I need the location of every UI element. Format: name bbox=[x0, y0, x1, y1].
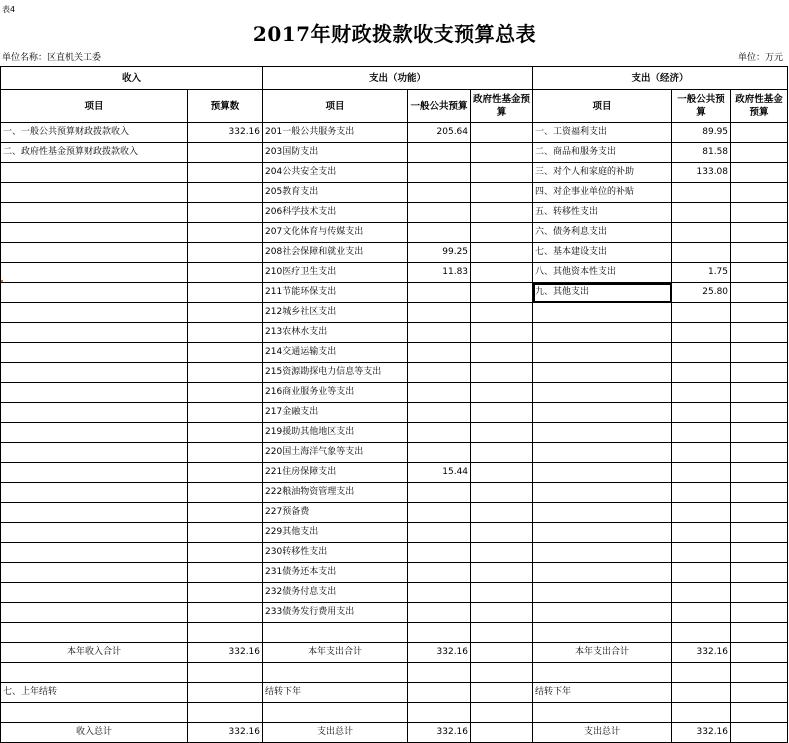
income-budget-cell[interactable] bbox=[188, 243, 263, 263]
func-fund-cell[interactable] bbox=[471, 603, 533, 623]
econ-fund-cell[interactable] bbox=[731, 163, 788, 183]
func-item-cell[interactable]: 229其他支出 bbox=[263, 523, 408, 543]
income-budget-cell[interactable] bbox=[188, 403, 263, 423]
func-item-cell[interactable]: 213农林水支出 bbox=[263, 323, 408, 343]
func-total-label[interactable]: 本年支出合计 bbox=[263, 643, 408, 663]
econ-general-cell[interactable] bbox=[672, 603, 731, 623]
econ-general-cell[interactable] bbox=[672, 183, 731, 203]
table-row bbox=[1, 283, 788, 303]
econ-general-cell[interactable] bbox=[672, 463, 731, 483]
econ-fund-cell[interactable] bbox=[731, 463, 788, 483]
header-row-columns bbox=[1, 90, 788, 123]
func-general-cell[interactable] bbox=[408, 423, 471, 443]
expend-func-group-header: 支出（功能） bbox=[263, 67, 533, 90]
econ-item-cell[interactable] bbox=[533, 623, 672, 643]
income-budget-cell[interactable] bbox=[188, 563, 263, 583]
econ-fund-cell[interactable] bbox=[731, 323, 788, 343]
income-budget-cell[interactable] bbox=[188, 343, 263, 363]
income-budget-cell[interactable] bbox=[188, 423, 263, 443]
table-row bbox=[1, 463, 788, 483]
econ-fund-cell[interactable] bbox=[731, 423, 788, 443]
col-func-fund: 政府性基金预算 bbox=[471, 90, 533, 123]
income-item-cell[interactable] bbox=[1, 323, 188, 343]
income-item-cell[interactable] bbox=[1, 463, 188, 483]
income-budget-cell[interactable] bbox=[188, 303, 263, 323]
func-general-cell[interactable] bbox=[408, 623, 471, 643]
table-row bbox=[1, 583, 788, 603]
func-fund-cell[interactable] bbox=[471, 183, 533, 203]
func-fund-cell[interactable] bbox=[471, 523, 533, 543]
econ-general-cell[interactable] bbox=[672, 223, 731, 243]
econ-general-cell[interactable] bbox=[672, 323, 731, 343]
func-fund-cell[interactable] bbox=[471, 383, 533, 403]
col-income-item: 项目 bbox=[1, 90, 188, 123]
cell[interactable] bbox=[263, 703, 408, 723]
econ-item-cell[interactable] bbox=[533, 503, 672, 523]
func-item-cell[interactable]: 205教育支出 bbox=[263, 183, 408, 203]
func-carry-label[interactable]: 结转下年 bbox=[263, 683, 408, 703]
func-item-cell[interactable]: 216商业服务业等支出 bbox=[263, 383, 408, 403]
table-row bbox=[1, 483, 788, 503]
econ-fund-cell[interactable] bbox=[731, 203, 788, 223]
econ-item-cell[interactable] bbox=[533, 523, 672, 543]
income-item-cell[interactable] bbox=[1, 403, 188, 423]
econ-item-cell[interactable] bbox=[533, 423, 672, 443]
econ-general-cell[interactable] bbox=[672, 203, 731, 223]
income-budget-cell[interactable] bbox=[188, 203, 263, 223]
econ-fund-cell[interactable] bbox=[731, 223, 788, 243]
income-item-cell[interactable] bbox=[1, 563, 188, 583]
table-row bbox=[1, 263, 788, 283]
econ-item-cell[interactable]: 五、转移性支出 bbox=[533, 203, 672, 223]
func-general-cell[interactable] bbox=[408, 143, 471, 163]
func-general-cell[interactable] bbox=[408, 503, 471, 523]
income-item-cell[interactable] bbox=[1, 263, 188, 283]
econ-item-cell[interactable] bbox=[533, 463, 672, 483]
cell[interactable] bbox=[471, 703, 533, 723]
econ-fund-cell[interactable] bbox=[731, 183, 788, 203]
func-fund-cell[interactable] bbox=[471, 363, 533, 383]
econ-item-cell[interactable] bbox=[533, 603, 672, 623]
func-general-cell[interactable] bbox=[408, 443, 471, 463]
econ-fund-cell[interactable] bbox=[731, 623, 788, 643]
econ-item-cell[interactable] bbox=[533, 563, 672, 583]
income-budget-cell[interactable] bbox=[188, 443, 263, 463]
func-item-cell[interactable]: 211节能环保支出 bbox=[263, 283, 408, 303]
func-item-cell[interactable]: 201一般公共服务支出 bbox=[263, 123, 408, 143]
income-budget-cell[interactable] bbox=[188, 463, 263, 483]
func-item-cell[interactable]: 231债务还本支出 bbox=[263, 563, 408, 583]
cell[interactable] bbox=[533, 663, 672, 683]
func-general-cell[interactable] bbox=[408, 323, 471, 343]
income-item-cell[interactable] bbox=[1, 443, 188, 463]
col-econ-item: 项目 bbox=[533, 90, 672, 123]
econ-carry-label[interactable]: 结转下年 bbox=[533, 683, 672, 703]
econ-general-cell[interactable] bbox=[672, 543, 731, 563]
cell[interactable] bbox=[188, 703, 263, 723]
func-general-cell[interactable] bbox=[408, 363, 471, 383]
func-fund-cell[interactable] bbox=[471, 503, 533, 523]
func-item-cell[interactable]: 207文化体育与传媒支出 bbox=[263, 223, 408, 243]
cell[interactable] bbox=[188, 663, 263, 683]
econ-general-cell[interactable] bbox=[672, 623, 731, 643]
income-budget-cell[interactable] bbox=[188, 143, 263, 163]
func-item-cell[interactable]: 206科学技术支出 bbox=[263, 203, 408, 223]
income-budget-cell[interactable] bbox=[188, 503, 263, 523]
econ-item-cell[interactable]: 二、商品和服务支出 bbox=[533, 143, 672, 163]
table-row bbox=[1, 563, 788, 583]
cell[interactable] bbox=[1, 663, 188, 683]
func-general-cell[interactable]: 205.64 bbox=[408, 123, 471, 143]
econ-fund-cell[interactable] bbox=[731, 603, 788, 623]
econ-fund-cell[interactable] bbox=[731, 523, 788, 543]
econ-item-cell[interactable]: 四、对企事业单位的补贴 bbox=[533, 183, 672, 203]
func-general-cell[interactable] bbox=[408, 563, 471, 583]
income-item-cell[interactable] bbox=[1, 483, 188, 503]
econ-general-cell[interactable] bbox=[672, 483, 731, 503]
func-general-cell[interactable]: 11.83 bbox=[408, 263, 471, 283]
func-fund-cell[interactable] bbox=[471, 543, 533, 563]
econ-total-value[interactable]: 332.16 bbox=[672, 643, 731, 663]
econ-total-fund[interactable] bbox=[731, 643, 788, 663]
func-general-cell[interactable] bbox=[408, 183, 471, 203]
func-fund-cell[interactable] bbox=[471, 423, 533, 443]
func-general-cell[interactable] bbox=[408, 383, 471, 403]
income-item-cell[interactable] bbox=[1, 623, 188, 643]
table-row bbox=[1, 123, 788, 143]
table-row bbox=[1, 603, 788, 623]
func-fund-cell[interactable] bbox=[471, 263, 533, 283]
econ-fund-cell[interactable] bbox=[731, 583, 788, 603]
func-fund-cell[interactable] bbox=[471, 123, 533, 143]
func-general-cell[interactable] bbox=[408, 523, 471, 543]
table-row bbox=[1, 443, 788, 463]
table-row bbox=[1, 623, 788, 643]
func-general-cell[interactable] bbox=[408, 583, 471, 603]
econ-fund-cell[interactable] bbox=[731, 243, 788, 263]
econ-general-cell[interactable] bbox=[672, 563, 731, 583]
econ-item-cell[interactable] bbox=[533, 303, 672, 323]
econ-general-cell[interactable] bbox=[672, 303, 731, 323]
econ-general-cell[interactable] bbox=[672, 443, 731, 463]
income-budget-cell[interactable] bbox=[188, 483, 263, 503]
econ-general-cell[interactable] bbox=[672, 523, 731, 543]
income-budget-cell[interactable] bbox=[188, 603, 263, 623]
income-item-cell[interactable] bbox=[1, 283, 188, 303]
func-item-cell[interactable]: 233债务发行费用支出 bbox=[263, 603, 408, 623]
func-item-cell[interactable]: 208社会保障和就业支出 bbox=[263, 243, 408, 263]
income-item-cell[interactable]: 二、政府性基金预算财政拨款收入 bbox=[1, 143, 188, 163]
expend-econ-group-header: 支出（经济） bbox=[533, 67, 788, 90]
unit-name-label: 单位名称：区直机关工委 bbox=[2, 53, 102, 63]
carry-row bbox=[1, 683, 788, 703]
func-fund-cell[interactable] bbox=[471, 343, 533, 363]
econ-item-cell[interactable] bbox=[533, 543, 672, 563]
func-fund-cell[interactable] bbox=[471, 243, 533, 263]
func-item-cell[interactable]: 210医疗卫生支出 bbox=[263, 263, 408, 283]
budget-table bbox=[0, 66, 788, 743]
income-budget-cell[interactable] bbox=[188, 623, 263, 643]
econ-fund-cell[interactable] bbox=[731, 263, 788, 283]
func-general-cell[interactable] bbox=[408, 543, 471, 563]
cell[interactable] bbox=[731, 703, 788, 723]
table-row bbox=[1, 203, 788, 223]
table-row bbox=[1, 243, 788, 263]
econ-item-cell[interactable]: 六、债务利息支出 bbox=[533, 223, 672, 243]
col-income-budget: 预算数 bbox=[188, 90, 263, 123]
econ-general-cell[interactable] bbox=[672, 423, 731, 443]
cell[interactable] bbox=[731, 663, 788, 683]
grand-func-fund[interactable] bbox=[471, 723, 533, 743]
income-budget-cell[interactable] bbox=[188, 383, 263, 403]
cell[interactable] bbox=[672, 663, 731, 683]
func-item-cell[interactable]: 204公共安全支出 bbox=[263, 163, 408, 183]
econ-fund-cell[interactable] bbox=[731, 123, 788, 143]
table-row bbox=[1, 503, 788, 523]
func-general-cell[interactable] bbox=[408, 483, 471, 503]
blank-row bbox=[1, 703, 788, 723]
income-budget-cell[interactable]: 332.16 bbox=[188, 123, 263, 143]
income-budget-cell[interactable] bbox=[188, 223, 263, 243]
econ-item-cell[interactable] bbox=[533, 363, 672, 383]
func-general-cell[interactable] bbox=[408, 343, 471, 363]
func-fund-cell[interactable] bbox=[471, 583, 533, 603]
table-row bbox=[1, 403, 788, 423]
col-econ-fund: 政府性基金预算 bbox=[731, 90, 788, 123]
income-budget-cell[interactable] bbox=[188, 283, 263, 303]
func-general-cell[interactable] bbox=[408, 223, 471, 243]
income-total-label[interactable]: 本年收入合计 bbox=[1, 643, 188, 663]
prev-balance-value[interactable] bbox=[188, 683, 263, 703]
econ-fund-cell[interactable] bbox=[731, 363, 788, 383]
econ-item-cell[interactable] bbox=[533, 583, 672, 603]
func-general-cell[interactable] bbox=[408, 403, 471, 423]
header-row-groups bbox=[1, 67, 788, 90]
income-budget-cell[interactable] bbox=[188, 183, 263, 203]
func-item-cell[interactable]: 214交通运输支出 bbox=[263, 343, 408, 363]
income-item-cell[interactable] bbox=[1, 183, 188, 203]
func-fund-cell[interactable] bbox=[471, 283, 533, 303]
econ-fund-cell[interactable] bbox=[731, 563, 788, 583]
income-item-cell[interactable] bbox=[1, 423, 188, 443]
econ-fund-cell[interactable] bbox=[731, 383, 788, 403]
econ-fund-cell[interactable] bbox=[731, 503, 788, 523]
func-fund-cell[interactable] bbox=[471, 143, 533, 163]
income-item-cell[interactable] bbox=[1, 163, 188, 183]
func-fund-cell[interactable] bbox=[471, 443, 533, 463]
econ-item-cell[interactable] bbox=[533, 403, 672, 423]
table-row bbox=[1, 423, 788, 443]
func-fund-cell[interactable] bbox=[471, 223, 533, 243]
econ-item-cell[interactable]: 七、基本建设支出 bbox=[533, 243, 672, 263]
grand-econ-value[interactable]: 332.16 bbox=[672, 723, 731, 743]
econ-item-cell[interactable] bbox=[533, 383, 672, 403]
func-item-cell[interactable]: 203国防支出 bbox=[263, 143, 408, 163]
prev-balance-label[interactable]: 七、上年结转 bbox=[1, 683, 188, 703]
income-item-cell[interactable] bbox=[1, 203, 188, 223]
econ-item-cell[interactable] bbox=[533, 323, 672, 343]
income-item-cell[interactable] bbox=[1, 523, 188, 543]
func-total-fund[interactable] bbox=[471, 643, 533, 663]
cell[interactable] bbox=[263, 663, 408, 683]
func-carry-value[interactable] bbox=[408, 683, 471, 703]
econ-general-cell[interactable]: 25.80 bbox=[672, 283, 731, 303]
econ-fund-cell[interactable] bbox=[731, 443, 788, 463]
func-item-cell[interactable] bbox=[263, 623, 408, 643]
func-general-cell[interactable] bbox=[408, 163, 471, 183]
income-item-cell[interactable] bbox=[1, 243, 188, 263]
econ-general-cell[interactable]: 81.58 bbox=[672, 143, 731, 163]
income-item-cell[interactable] bbox=[1, 543, 188, 563]
income-budget-cell[interactable] bbox=[188, 263, 263, 283]
grand-econ-fund[interactable] bbox=[731, 723, 788, 743]
grand-income-label[interactable]: 收入总计 bbox=[1, 723, 188, 743]
blank-row bbox=[1, 663, 788, 683]
econ-item-cell[interactable]: 一、工资福利支出 bbox=[533, 123, 672, 143]
income-item-cell[interactable] bbox=[1, 223, 188, 243]
income-group-header: 收入 bbox=[1, 67, 263, 90]
econ-total-label[interactable]: 本年支出合计 bbox=[533, 643, 672, 663]
table-row bbox=[1, 223, 788, 243]
grand-func-label[interactable]: 支出总计 bbox=[263, 723, 408, 743]
func-item-cell[interactable]: 219援助其他地区支出 bbox=[263, 423, 408, 443]
func-general-cell[interactable] bbox=[408, 303, 471, 323]
econ-fund-cell[interactable] bbox=[731, 343, 788, 363]
income-budget-cell[interactable] bbox=[188, 363, 263, 383]
table-row bbox=[1, 363, 788, 383]
income-item-cell[interactable] bbox=[1, 303, 188, 323]
econ-item-cell[interactable]: 八、其他资本性支出 bbox=[533, 263, 672, 283]
func-fund-cell[interactable] bbox=[471, 323, 533, 343]
econ-fund-cell[interactable] bbox=[731, 283, 788, 303]
income-budget-cell[interactable] bbox=[188, 163, 263, 183]
table-row bbox=[1, 383, 788, 403]
table-row bbox=[1, 323, 788, 343]
income-item-cell[interactable] bbox=[1, 503, 188, 523]
func-general-cell[interactable] bbox=[408, 203, 471, 223]
grand-econ-label[interactable]: 支出总计 bbox=[533, 723, 672, 743]
func-item-cell[interactable]: 227预备费 bbox=[263, 503, 408, 523]
econ-general-cell[interactable] bbox=[672, 583, 731, 603]
func-fund-cell[interactable] bbox=[471, 203, 533, 223]
econ-general-cell[interactable]: 1.75 bbox=[672, 263, 731, 283]
income-item-cell[interactable]: 一、一般公共预算财政拨款收入 bbox=[1, 123, 188, 143]
econ-general-cell[interactable]: 133.08 bbox=[672, 163, 731, 183]
income-total-value[interactable]: 332.16 bbox=[188, 643, 263, 663]
income-budget-cell[interactable] bbox=[188, 543, 263, 563]
grand-total-row bbox=[1, 723, 788, 743]
func-item-cell[interactable]: 230转移性支出 bbox=[263, 543, 408, 563]
func-item-cell[interactable]: 215资源勘探电力信息等支出 bbox=[263, 363, 408, 383]
func-carry-fund[interactable] bbox=[471, 683, 533, 703]
total-row bbox=[1, 643, 788, 663]
col-func-general: 一般公共预算 bbox=[408, 90, 471, 123]
econ-fund-cell[interactable] bbox=[731, 303, 788, 323]
table-row bbox=[1, 163, 788, 183]
table-row bbox=[1, 143, 788, 163]
func-item-cell[interactable]: 220国土海洋气象等支出 bbox=[263, 443, 408, 463]
cell[interactable] bbox=[408, 663, 471, 683]
sheet-number: 表4 bbox=[2, 5, 16, 14]
func-item-cell[interactable]: 232债务付息支出 bbox=[263, 583, 408, 603]
income-budget-cell[interactable] bbox=[188, 323, 263, 343]
unit-label: 单位：万元 bbox=[737, 53, 783, 63]
table-row bbox=[1, 183, 788, 203]
econ-general-cell[interactable] bbox=[672, 343, 731, 363]
income-budget-cell[interactable] bbox=[188, 523, 263, 543]
cell[interactable] bbox=[533, 703, 672, 723]
econ-item-cell[interactable] bbox=[533, 343, 672, 363]
func-fund-cell[interactable] bbox=[471, 163, 533, 183]
econ-fund-cell[interactable] bbox=[731, 543, 788, 563]
func-general-cell[interactable]: 99.25 bbox=[408, 243, 471, 263]
func-item-cell[interactable]: 222粮油物资管理支出 bbox=[263, 483, 408, 503]
income-budget-cell[interactable] bbox=[188, 583, 263, 603]
econ-general-cell[interactable] bbox=[672, 503, 731, 523]
table-row bbox=[1, 303, 788, 323]
func-general-cell[interactable]: 15.44 bbox=[408, 463, 471, 483]
econ-item-cell[interactable] bbox=[533, 483, 672, 503]
econ-fund-cell[interactable] bbox=[731, 403, 788, 423]
func-general-cell[interactable] bbox=[408, 283, 471, 303]
cell[interactable] bbox=[408, 703, 471, 723]
econ-general-cell[interactable]: 89.95 bbox=[672, 123, 731, 143]
econ-general-cell[interactable] bbox=[672, 243, 731, 263]
grand-income-value[interactable]: 332.16 bbox=[188, 723, 263, 743]
income-item-cell[interactable] bbox=[1, 383, 188, 403]
cell[interactable] bbox=[672, 703, 731, 723]
func-fund-cell[interactable] bbox=[471, 463, 533, 483]
func-fund-cell[interactable] bbox=[471, 403, 533, 423]
func-item-cell[interactable]: 221住房保障支出 bbox=[263, 463, 408, 483]
cell[interactable] bbox=[471, 663, 533, 683]
func-fund-cell[interactable] bbox=[471, 563, 533, 583]
econ-item-cell[interactable]: 三、对个人和家庭的补助 bbox=[533, 163, 672, 183]
income-item-cell[interactable] bbox=[1, 363, 188, 383]
func-general-cell[interactable] bbox=[408, 603, 471, 623]
col-func-item: 项目 bbox=[263, 90, 408, 123]
income-item-cell[interactable] bbox=[1, 343, 188, 363]
econ-item-cell[interactable]: 九、其他支出 bbox=[533, 283, 672, 303]
func-fund-cell[interactable] bbox=[471, 303, 533, 323]
table-row bbox=[1, 343, 788, 363]
func-item-cell[interactable]: 217金融支出 bbox=[263, 403, 408, 423]
func-fund-cell[interactable] bbox=[471, 483, 533, 503]
income-item-cell[interactable] bbox=[1, 583, 188, 603]
table-row bbox=[1, 523, 788, 543]
cell[interactable] bbox=[1, 703, 188, 723]
page-title: 2017年财政拨款收支预算总表 bbox=[252, 22, 537, 46]
econ-general-cell[interactable] bbox=[672, 383, 731, 403]
income-item-cell[interactable] bbox=[1, 603, 188, 623]
econ-general-cell[interactable] bbox=[672, 363, 731, 383]
col-econ-general: 一般公共预算 bbox=[672, 90, 731, 123]
grand-func-value[interactable]: 332.16 bbox=[408, 723, 471, 743]
econ-fund-cell[interactable] bbox=[731, 143, 788, 163]
table-row bbox=[1, 543, 788, 563]
econ-item-cell[interactable] bbox=[533, 443, 672, 463]
econ-fund-cell[interactable] bbox=[731, 483, 788, 503]
func-total-value[interactable]: 332.16 bbox=[408, 643, 471, 663]
func-item-cell[interactable]: 212城乡社区支出 bbox=[263, 303, 408, 323]
econ-carry-value[interactable] bbox=[672, 683, 731, 703]
econ-carry-fund[interactable] bbox=[731, 683, 788, 703]
func-fund-cell[interactable] bbox=[471, 623, 533, 643]
econ-general-cell[interactable] bbox=[672, 403, 731, 423]
